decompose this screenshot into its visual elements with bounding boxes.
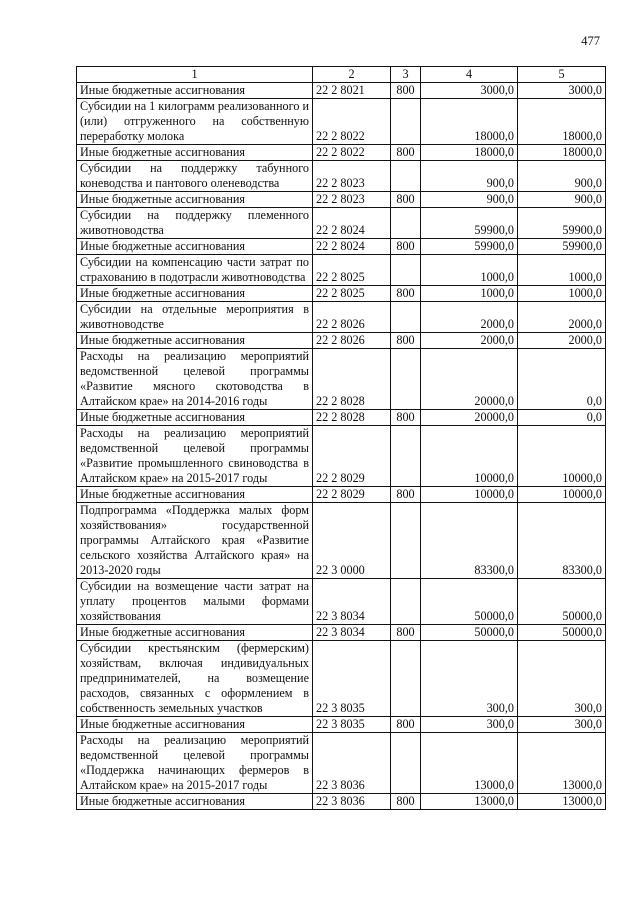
row-amount-2016: 18000,0 bbox=[518, 99, 606, 145]
row-amount-2016: 300,0 bbox=[518, 641, 606, 717]
row-name: Субсидии на компенсацию части затрат по страхованию в подотрасли животноводства bbox=[77, 255, 313, 286]
header-col-5: 5 bbox=[518, 67, 606, 83]
row-expense-type: 800 bbox=[391, 625, 421, 641]
row-name: Субсидии на 1 килограмм реализованного и (или) отгруженного на собственную переработку молока bbox=[77, 99, 313, 145]
table-row bbox=[77, 99, 606, 145]
table-row bbox=[77, 717, 606, 733]
row-name: Расходы на реализацию мероприятий ведомственной целевой программы «Развитие мясного скотоводства в Алтайском крае» на 2014-2016 годы bbox=[77, 349, 313, 410]
row-name: Иные бюджетные ассигнования bbox=[77, 333, 313, 349]
table-row bbox=[77, 302, 606, 333]
row-amount-2016: 50000,0 bbox=[518, 625, 606, 641]
row-expense-type bbox=[391, 733, 421, 794]
table-row bbox=[77, 286, 606, 302]
header-col-3: 3 bbox=[391, 67, 421, 83]
row-code: 22 2 8023 bbox=[313, 161, 391, 192]
row-code: 22 3 8034 bbox=[313, 625, 391, 641]
row-code: 22 2 8022 bbox=[313, 145, 391, 161]
row-amount-2016: 0,0 bbox=[518, 410, 606, 426]
row-amount-2015: 300,0 bbox=[421, 641, 518, 717]
row-amount-2016: 10000,0 bbox=[518, 426, 606, 487]
table-body bbox=[77, 83, 606, 810]
row-name: Подпрограмма «Поддержка малых форм хозяйствования» государственной программы Алтайского края «Развитие сельского хозяйства Алтайского края» на 2013-2020 годы bbox=[77, 503, 313, 579]
row-expense-type bbox=[391, 426, 421, 487]
table-row bbox=[77, 733, 606, 794]
row-expense-type bbox=[391, 503, 421, 579]
header-col-2: 2 bbox=[313, 67, 391, 83]
row-expense-type bbox=[391, 208, 421, 239]
row-amount-2016: 300,0 bbox=[518, 717, 606, 733]
row-name: Иные бюджетные ассигнования bbox=[77, 487, 313, 503]
row-expense-type bbox=[391, 99, 421, 145]
row-expense-type: 800 bbox=[391, 717, 421, 733]
row-name: Субсидии на возмещение части затрат на уплату процентов малыми формами хозяйствования bbox=[77, 579, 313, 625]
table-row bbox=[77, 145, 606, 161]
row-amount-2016: 3000,0 bbox=[518, 83, 606, 99]
row-name: Субсидии на поддержку племенного животноводства bbox=[77, 208, 313, 239]
row-code: 22 3 8034 bbox=[313, 579, 391, 625]
row-code: 22 2 8028 bbox=[313, 349, 391, 410]
row-expense-type bbox=[391, 255, 421, 286]
row-expense-type bbox=[391, 302, 421, 333]
row-amount-2015: 13000,0 bbox=[421, 733, 518, 794]
row-amount-2016: 900,0 bbox=[518, 192, 606, 208]
row-amount-2015: 900,0 bbox=[421, 161, 518, 192]
row-code: 22 2 8024 bbox=[313, 208, 391, 239]
row-amount-2015: 2000,0 bbox=[421, 302, 518, 333]
row-name: Субсидии крестьянским (фермерским) хозяйствам, включая индивидуальных предпринимателей, на возмещение расходов, связанных с оформлением в собственность земельных участков bbox=[77, 641, 313, 717]
row-amount-2015: 13000,0 bbox=[421, 794, 518, 810]
row-amount-2015: 83300,0 bbox=[421, 503, 518, 579]
row-amount-2015: 1000,0 bbox=[421, 286, 518, 302]
row-amount-2015: 20000,0 bbox=[421, 349, 518, 410]
row-code: 22 3 8035 bbox=[313, 717, 391, 733]
table-row bbox=[77, 161, 606, 192]
row-expense-type: 800 bbox=[391, 794, 421, 810]
row-amount-2016: 59900,0 bbox=[518, 239, 606, 255]
row-amount-2015: 10000,0 bbox=[421, 487, 518, 503]
table-header-row bbox=[77, 67, 606, 83]
row-amount-2015: 900,0 bbox=[421, 192, 518, 208]
row-expense-type bbox=[391, 349, 421, 410]
row-code: 22 2 8022 bbox=[313, 99, 391, 145]
row-code: 22 2 8024 bbox=[313, 239, 391, 255]
row-code: 22 2 8025 bbox=[313, 286, 391, 302]
row-amount-2015: 59900,0 bbox=[421, 239, 518, 255]
table-row bbox=[77, 208, 606, 239]
row-expense-type: 800 bbox=[391, 192, 421, 208]
table-row bbox=[77, 503, 606, 579]
row-code: 22 2 8026 bbox=[313, 333, 391, 349]
table-row bbox=[77, 579, 606, 625]
row-amount-2015: 10000,0 bbox=[421, 426, 518, 487]
row-name: Иные бюджетные ассигнования bbox=[77, 286, 313, 302]
row-code: 22 2 8029 bbox=[313, 487, 391, 503]
row-amount-2015: 50000,0 bbox=[421, 579, 518, 625]
row-name: Иные бюджетные ассигнования bbox=[77, 625, 313, 641]
row-name: Иные бюджетные ассигнования bbox=[77, 83, 313, 99]
row-expense-type: 800 bbox=[391, 333, 421, 349]
table-row bbox=[77, 641, 606, 717]
row-amount-2016: 13000,0 bbox=[518, 733, 606, 794]
budget-table bbox=[76, 66, 606, 810]
header-col-4: 4 bbox=[421, 67, 518, 83]
row-code: 22 2 8028 bbox=[313, 410, 391, 426]
row-name: Иные бюджетные ассигнования bbox=[77, 145, 313, 161]
row-amount-2016: 0,0 bbox=[518, 349, 606, 410]
row-expense-type bbox=[391, 579, 421, 625]
row-expense-type: 800 bbox=[391, 239, 421, 255]
row-amount-2016: 10000,0 bbox=[518, 487, 606, 503]
row-code: 22 2 8026 bbox=[313, 302, 391, 333]
row-amount-2015: 59900,0 bbox=[421, 208, 518, 239]
table-row bbox=[77, 83, 606, 99]
table-row bbox=[77, 349, 606, 410]
row-code: 22 2 8029 bbox=[313, 426, 391, 487]
row-name: Субсидии на поддержку табунного коневодства и пантового оленеводства bbox=[77, 161, 313, 192]
row-code: 22 3 8035 bbox=[313, 641, 391, 717]
row-expense-type: 800 bbox=[391, 83, 421, 99]
table-row bbox=[77, 794, 606, 810]
row-expense-type: 800 bbox=[391, 145, 421, 161]
row-code: 22 3 8036 bbox=[313, 794, 391, 810]
header-col-1: 1 bbox=[77, 67, 313, 83]
row-amount-2016: 18000,0 bbox=[518, 145, 606, 161]
row-amount-2016: 59900,0 bbox=[518, 208, 606, 239]
row-amount-2015: 2000,0 bbox=[421, 333, 518, 349]
row-amount-2016: 2000,0 bbox=[518, 333, 606, 349]
row-expense-type bbox=[391, 641, 421, 717]
row-name: Иные бюджетные ассигнования bbox=[77, 794, 313, 810]
row-name: Расходы на реализацию мероприятий ведомственной целевой программы «Развитие промышленного свиноводства в Алтайском крае» на 2015-2017 годы bbox=[77, 426, 313, 487]
row-amount-2015: 18000,0 bbox=[421, 145, 518, 161]
row-name: Расходы на реализацию мероприятий ведомственной целевой программы «Поддержка начинающих фермеров в Алтайском крае» на 2015-2017 годы bbox=[77, 733, 313, 794]
page-number: 477 bbox=[581, 34, 600, 48]
row-amount-2016: 1000,0 bbox=[518, 255, 606, 286]
row-amount-2016: 1000,0 bbox=[518, 286, 606, 302]
table-row bbox=[77, 255, 606, 286]
row-amount-2015: 50000,0 bbox=[421, 625, 518, 641]
table-row bbox=[77, 410, 606, 426]
row-amount-2016: 13000,0 bbox=[518, 794, 606, 810]
row-amount-2015: 20000,0 bbox=[421, 410, 518, 426]
row-name: Иные бюджетные ассигнования bbox=[77, 717, 313, 733]
row-amount-2016: 900,0 bbox=[518, 161, 606, 192]
row-expense-type: 800 bbox=[391, 487, 421, 503]
row-amount-2015: 3000,0 bbox=[421, 83, 518, 99]
table-row bbox=[77, 426, 606, 487]
row-code: 22 2 8025 bbox=[313, 255, 391, 286]
table-row bbox=[77, 192, 606, 208]
row-expense-type bbox=[391, 161, 421, 192]
row-code: 22 2 8021 bbox=[313, 83, 391, 99]
row-expense-type: 800 bbox=[391, 286, 421, 302]
row-name: Субсидии на отдельные мероприятия в животноводстве bbox=[77, 302, 313, 333]
row-code: 22 3 0000 bbox=[313, 503, 391, 579]
row-name: Иные бюджетные ассигнования bbox=[77, 239, 313, 255]
table-row bbox=[77, 487, 606, 503]
row-code: 22 2 8023 bbox=[313, 192, 391, 208]
row-amount-2016: 83300,0 bbox=[518, 503, 606, 579]
row-name: Иные бюджетные ассигнования bbox=[77, 192, 313, 208]
table-row bbox=[77, 333, 606, 349]
row-amount-2015: 1000,0 bbox=[421, 255, 518, 286]
row-name: Иные бюджетные ассигнования bbox=[77, 410, 313, 426]
row-code: 22 3 8036 bbox=[313, 733, 391, 794]
row-expense-type: 800 bbox=[391, 410, 421, 426]
row-amount-2016: 50000,0 bbox=[518, 579, 606, 625]
row-amount-2016: 2000,0 bbox=[518, 302, 606, 333]
row-amount-2015: 300,0 bbox=[421, 717, 518, 733]
table-row bbox=[77, 239, 606, 255]
table-row bbox=[77, 625, 606, 641]
row-amount-2015: 18000,0 bbox=[421, 99, 518, 145]
